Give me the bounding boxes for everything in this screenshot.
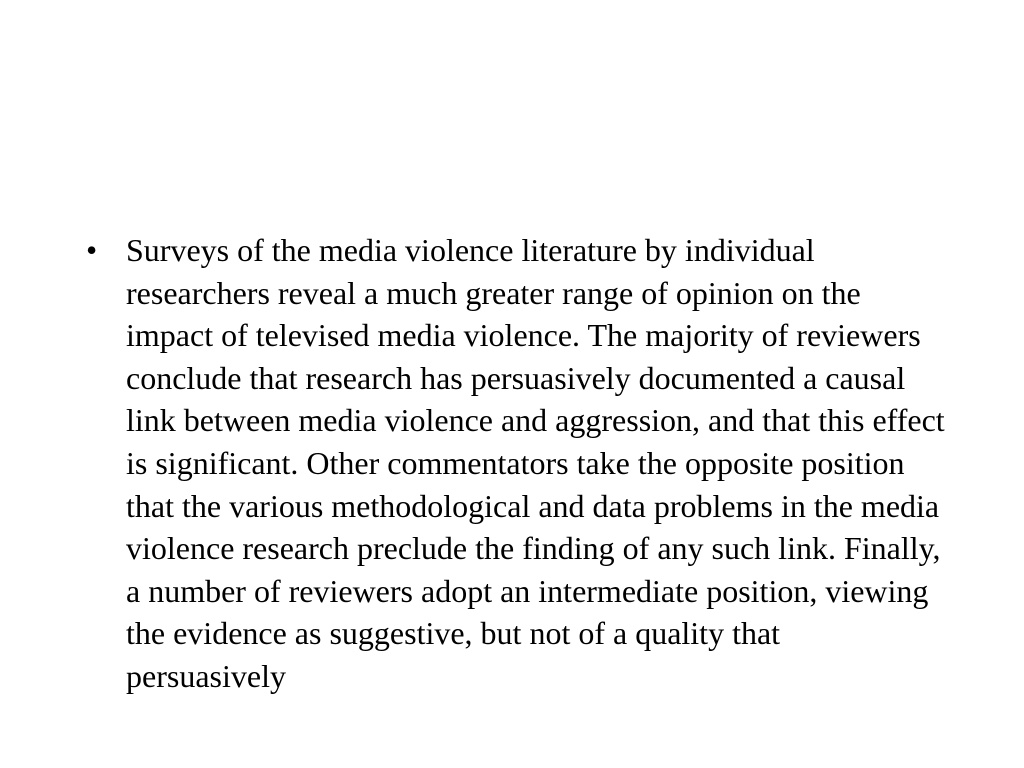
bullet-text: Surveys of the media violence literature by individual researchers reveal a much greater range of opinion on the impact of televised media violence. The majority of reviewers conclude that research has persuasively documented a causal link between media violence and aggression, and that this effect is significant. Other commentators take the opposite position that the various methodological and data problems in the media violence research preclude the finding of any such link. Finally, a number of reviewers adopt an intermediate position, viewing the evidence as suggestive, but not of a quality that persuasively (126, 232, 945, 694)
bullet-item (86, 229, 946, 698)
bullet-icon: • (86, 232, 98, 268)
bullet-list (86, 229, 946, 698)
